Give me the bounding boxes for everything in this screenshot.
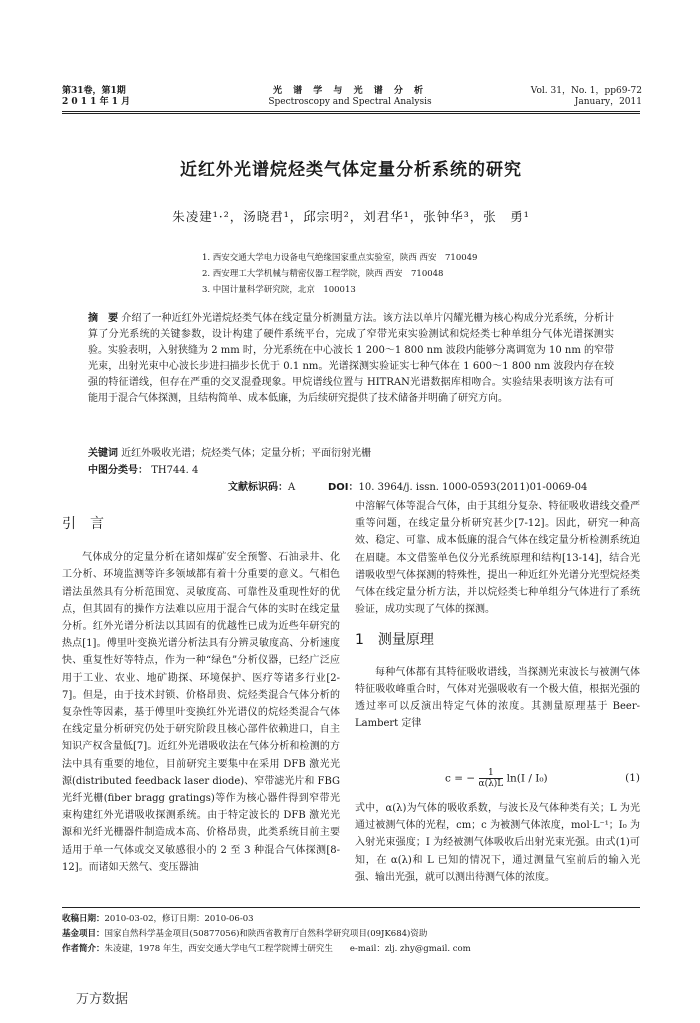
equation-number: (1)	[625, 772, 640, 784]
classification-label: 中图分类号：	[88, 465, 148, 476]
affiliations	[202, 250, 477, 298]
principle-paragraph: 每种气体都有其特征吸收谱线，当探测光束波长与被测气体特征吸收峰重合时，气体对光强吸收有一个极大值，根据光强的透过率可以反演出特定气体的浓度。其测量原理基于 Beer-Lambert 定律	[355, 666, 640, 730]
journal-name-cn: 光 谱 学 与 光 谱 分 析	[273, 86, 427, 96]
keywords-text: 近红外吸收光谱；烷烃类气体；定量分析；平面衍射光栅	[121, 448, 372, 459]
doc-code-value: A	[288, 482, 296, 493]
section-1-heading: 1 测量原理	[355, 632, 434, 649]
doi-value: 10. 3964/j. issn. 1000-0593(2011)01-0069-04	[358, 482, 588, 493]
formula-frac-top: 1	[479, 768, 504, 779]
abstract	[88, 311, 614, 407]
affiliation-2: 2. 西安理工大学机械与精密仪器工程学院，陕西 西安 710048	[202, 269, 444, 279]
fund-text: 国家自然科学基金项目(50877056)和陕西省教育厅自然科学研究项目(09JK684)资助	[104, 929, 428, 939]
formula-rhs: ln(I / I₀)	[506, 772, 548, 785]
right-column	[355, 498, 640, 732]
classification-value: TH744. 4	[151, 465, 199, 476]
beer-lambert-equation	[355, 768, 640, 792]
received-label: 收稿日期：	[62, 914, 105, 924]
journal-volume-info	[62, 86, 130, 108]
publication-date-en: January，2011	[574, 97, 642, 107]
formula-frac-bottom: α(λ)L	[478, 779, 504, 789]
abstract-label: 摘 要	[88, 313, 119, 324]
keywords-block	[88, 445, 614, 493]
equation-explanation: 式中，α(λ)为气体的吸收系数，与波长及气体种类有关；L 为光通过被测气体的光程，cm；c 为被测气体浓度，mol·L⁻¹；I₀ 为入射光束强度；I 为经被测气体吸收后出射光束光强。由式(1)可知，在 α(λ)和 L 已知的情况下，通过测量气室前后的输入光强、输出光强，就可以测出待测气体的浓度。	[355, 803, 640, 883]
volume-pages: Vol. 31，No. 1，pp69-72	[530, 86, 642, 96]
paper-title: 近红外光谱烷烃类气体定量分析系统的研究	[180, 160, 522, 180]
wanfang-watermark: 万方数据	[76, 992, 129, 1007]
left-column	[62, 508, 340, 876]
footnotes	[62, 912, 640, 957]
journal-volume-info-en	[531, 86, 642, 108]
abstract-text: 介绍了一种近红外光谱烷烃类气体在线定量分析测量方法。该方法以单片闪耀光栅为核心构成分光系统，分析计算了分光系统的关键参数，设计构建了硬件系统平台，完成了窄带光束实验测试和烷烃类七种单组分气体光谱探测实验。实验表明，入射狭缝为 2 mm 时，分光系统在中心波长 1 200～1 800 nm 波段内能够分离调宽为 10 nm 的窄带光束，出射光束中心波长步进扫描步长优于 0.1 nm。光谱探测实验证实七种气体在 1 600～1 800 nm 波段内存在较强的特征谱线，但存在严重的交叉混叠现象。甲烷谱线位置与 HITRAN光谱数据库相吻合。实验结果表明该方法有可能用于混合气体探测，且结构简单、成本低廉，为后续研究提供了技术储备并明确了研究方向。	[88, 313, 615, 404]
journal-name	[230, 86, 470, 108]
author-list: 朱凌建¹·²，汤晓君¹，邱宗明²，刘君华¹，张钟华³，张 勇¹	[172, 209, 530, 224]
doi-label: DOI：	[328, 482, 359, 493]
doc-code-label: 文献标识码：	[228, 482, 288, 493]
right-column-lower	[355, 800, 640, 886]
fund-label: 基金项目：	[62, 929, 105, 939]
affiliation-3: 3. 中国计量科学研究院，北京 100013	[202, 285, 356, 295]
keywords-label: 关键词	[88, 448, 118, 459]
footnote-rule	[62, 907, 640, 908]
header-rule-thin	[62, 113, 640, 114]
intro-continuation: 中溶解气体等混合气体，由于其组分复杂、特征吸收谱线交叠严重等问题，在线定量分析研究甚少[7-12]。因此，研究一种高效、稳定、可靠、成本低廉的混合气体在线定量分析检测系统迫在眉睫。本文借鉴单色仪分光系统原理和结构[13-14]，结合光谱吸收型气体探测的特殊性，提出一种近红外光谱分光型烷烃类气体在线定量分析方法，并以烷烃类七种单组分气体进行了系统验证，成功实现了气体的探测。	[355, 501, 640, 616]
intro-heading: 引 言	[62, 516, 104, 532]
author-bio-label: 作者简介：	[62, 944, 105, 954]
formula-lhs: c = −	[445, 772, 476, 785]
author-bio-text: 朱凌建，1978 年生，西安交通大学电气工程学院博士研究生 e-mail：zlj. zhy@gmail. com	[104, 944, 471, 954]
volume-issue: 第31卷，第1期	[62, 86, 126, 96]
journal-name-en: Spectroscopy and Spectral Analysis	[268, 97, 432, 107]
affiliation-1: 1. 西安交通大学电力设备电气绝缘国家重点实验室，陕西 西安 710049	[202, 253, 478, 263]
header-rule	[62, 111, 640, 112]
intro-paragraph: 气体成分的定量分析在诸如煤矿安全预警、石油录井、化工分析、环境监测等许多领域都有着十分重要的意义。气相色谱法虽然具有分析范围宽、灵敏度高、可靠性及重现性好的优点，但其固有的操作方法难以应用于混合气体的实时在线定量分析。红外光谱分析法以其固有的优越性已成为近些年研究的热点[1]。傅里叶变换光谱分析法具有分辨灵敏度高、分析速度快、重复性好等特点，作为一种“绿色”分析仪器，已经广泛应用于工业、农业、地矿勘探、环境保护、医疗等诸多行业[2-7]。但是，由于技术封锁、价格昂贵、烷烃类混合气体分析的复杂性等因素，基于傅里叶变换红外光谱仪的烷烃类混合气体在线定量分析研究仍处于研究阶段且核心部件依赖进口，自主知识产权含量低[7]。近红外光谱吸收法在气体分析和检测的方法中具有重要的地位，目前研究主要集中在采用 DFB 激光光源(distributed feedback laser diode)、窄带滤光片和 FBG 光纤光栅(fiber bragg gratings)等作为核心器件得到窄带光束构建红外光谱吸收探测系统。由于特定波长的 DFB 激光光源和光纤光栅器件制造成本高、价格昂贵，此类系统目前主要适用于单一气体或交叉敏感很小的 2 至 3 种混合气体探测[8-12]。而诸如天然气、变压器油	[62, 552, 340, 873]
publication-date-cn: 2 0 1 1 年 1 月	[62, 97, 131, 107]
received-text: 2010-03-02，修订日期：2010-06-03	[104, 914, 254, 924]
